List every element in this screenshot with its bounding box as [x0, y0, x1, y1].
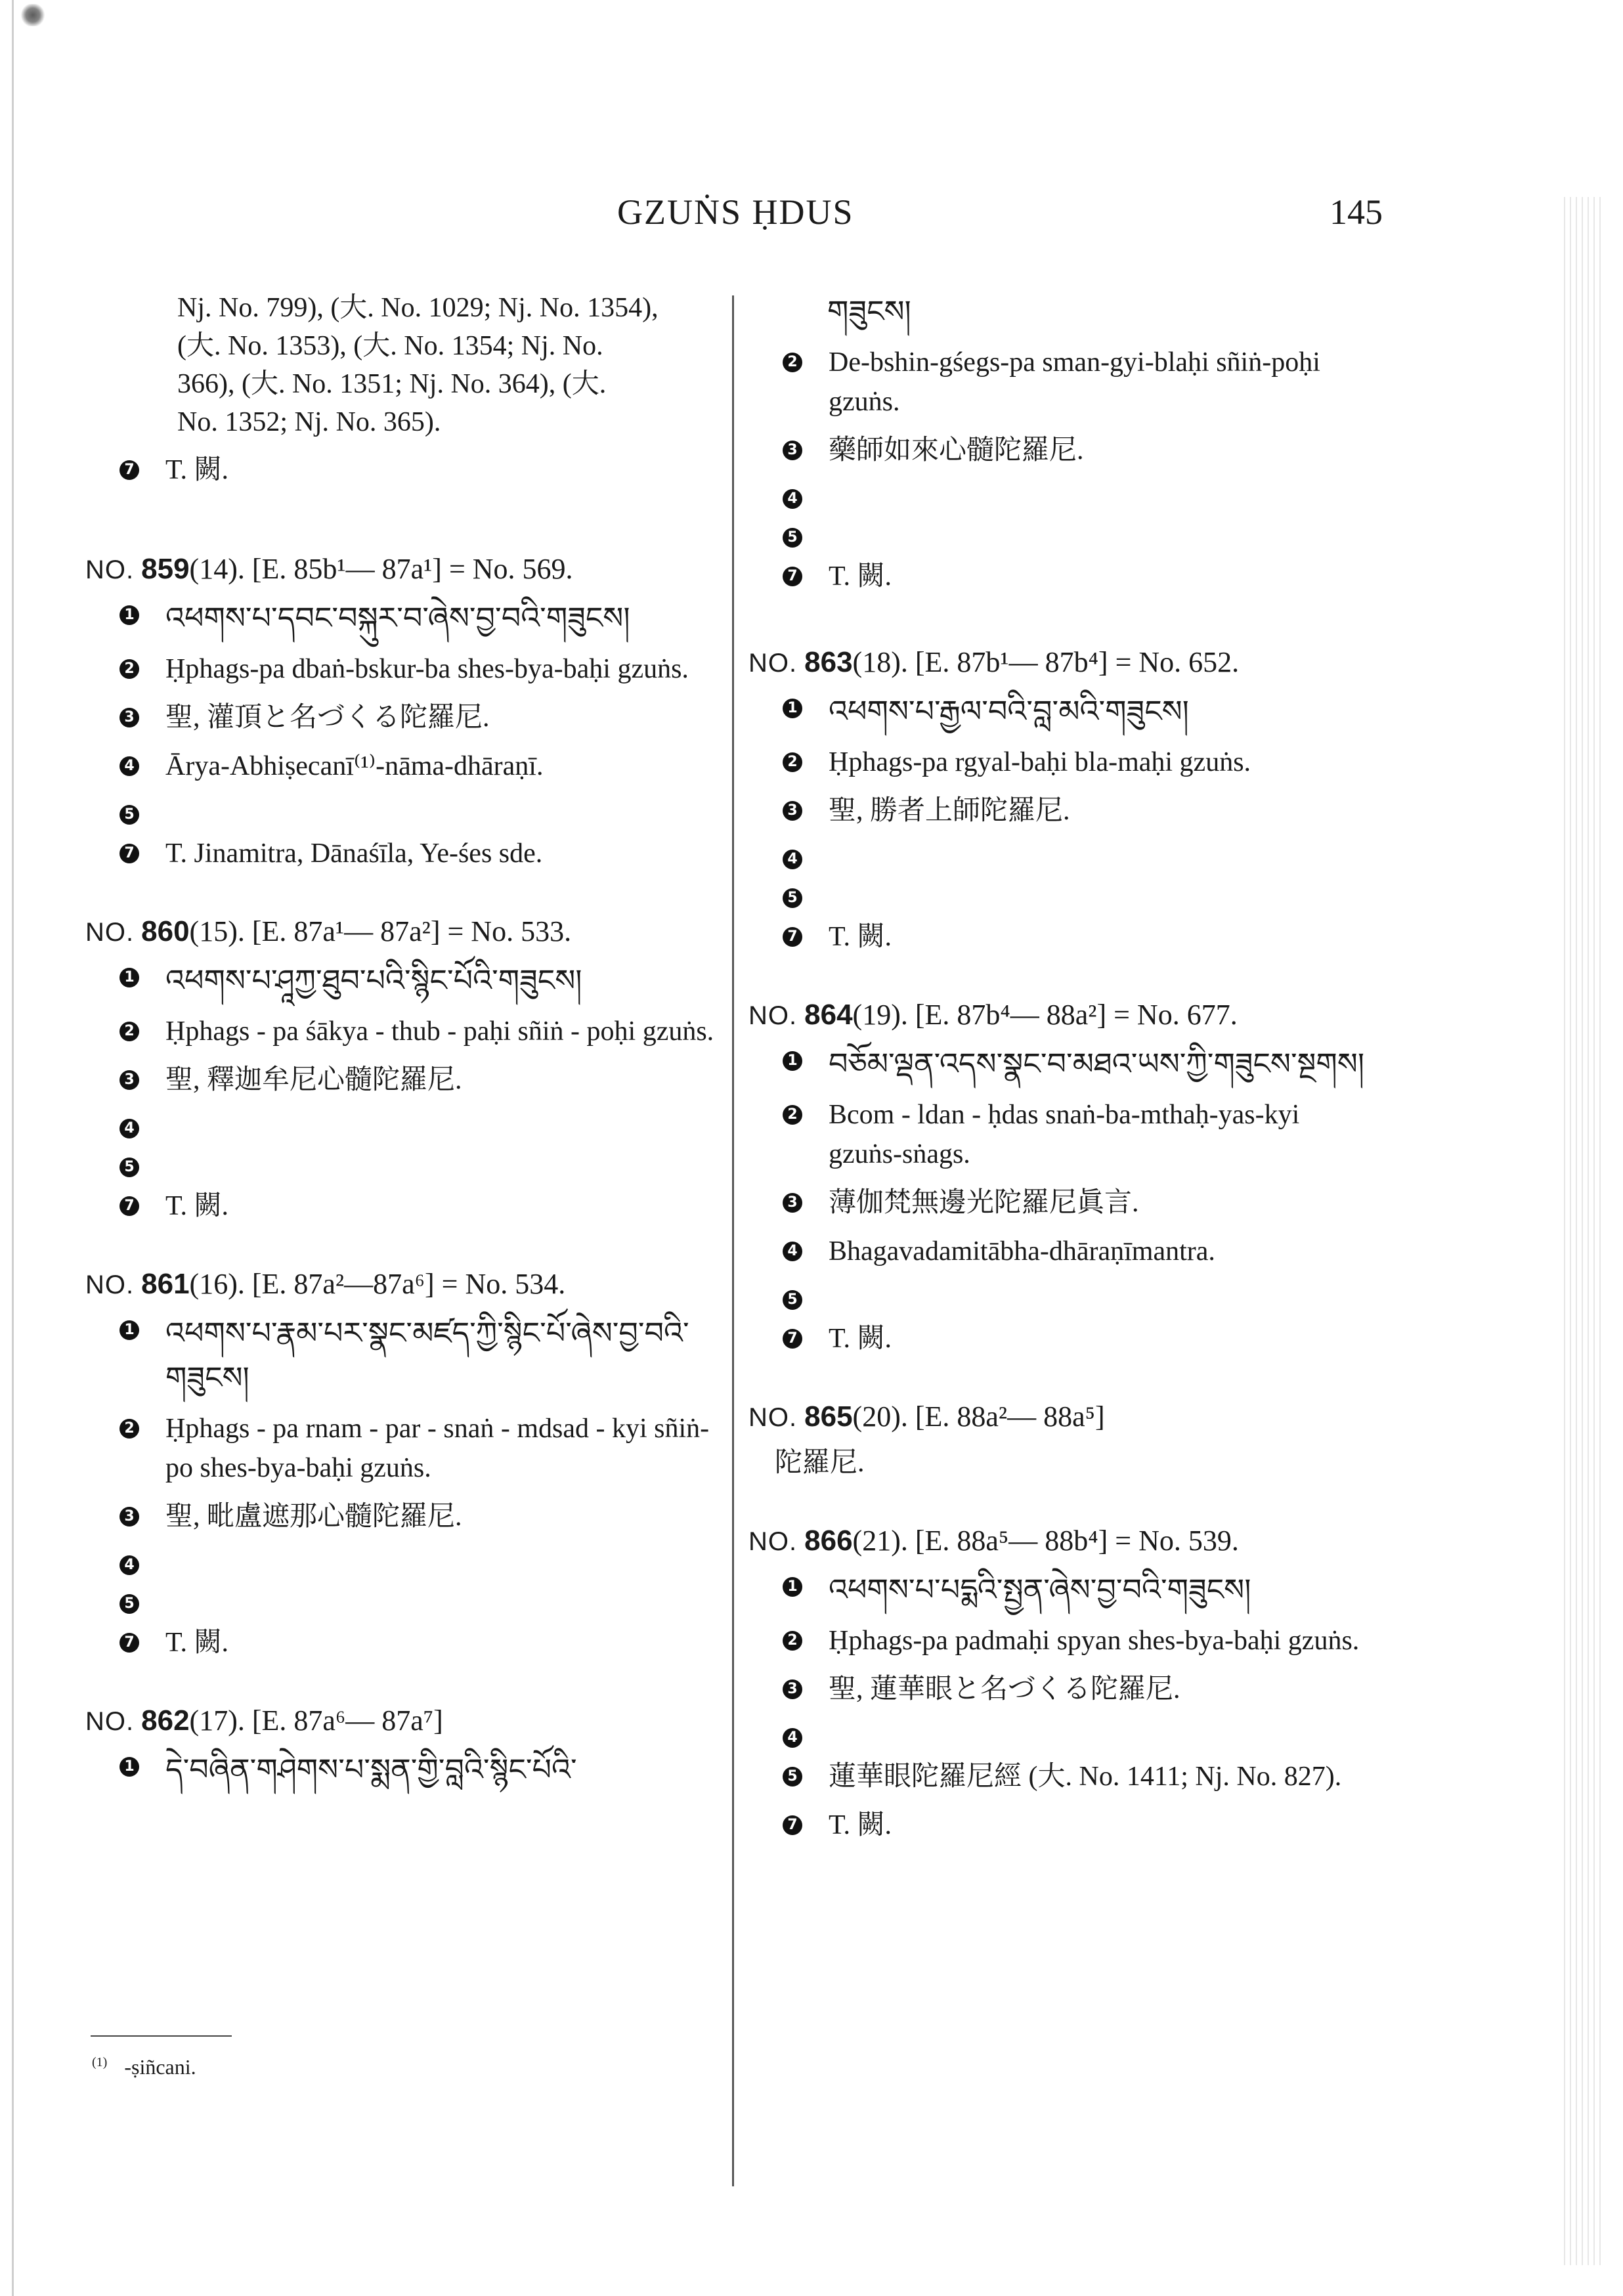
catalog-entry	[85, 1700, 722, 1792]
field-row	[85, 1409, 722, 1488]
entry-heading	[85, 1264, 722, 1305]
field-row	[85, 747, 722, 786]
field-row	[748, 1280, 1379, 1310]
tibetan-title: འཕགས་པ་དབང་བསྐུར་བ་ཞེས་བྱ་བའི་གཟུངས།	[165, 600, 630, 636]
field-number-marker: 2	[783, 1105, 802, 1125]
catalog-entry	[748, 995, 1379, 1358]
field-row	[85, 1186, 722, 1226]
field-number-marker: 2	[783, 752, 802, 772]
field-value: 聖, 釋迦牟尼心髓陀羅尼.	[165, 1065, 462, 1095]
field-value: T. 闕.	[829, 1810, 892, 1840]
field-number-marker: 4	[119, 1555, 139, 1575]
field-number-marker: 2	[119, 1419, 139, 1439]
footnote-text: -ṣiñcani.	[124, 2055, 196, 2079]
entry-number: 860	[141, 915, 190, 947]
entry-reference: [E. 85b¹— 87a¹] = No. 569.	[251, 553, 573, 585]
field-row	[85, 1747, 722, 1792]
field-value: T. 闕.	[165, 1628, 229, 1658]
field-number-marker: 4	[783, 1728, 802, 1748]
entry-heading	[85, 911, 722, 953]
field-number-marker: 3	[119, 1070, 139, 1090]
field-number-marker: 2	[783, 353, 802, 372]
tibetan-title: འཕགས་པ་པདྨའི་སྤྱན་ཞེས་བྱ་བའི་གཟུངས།	[829, 1572, 1251, 1607]
field-row	[748, 431, 1379, 470]
field-value: Ḥphags-pa padmaḥi spyan shes-bya-baḥi gzuṅs.	[829, 1626, 1360, 1656]
field-row	[85, 1109, 722, 1138]
field-value: Bcom - ldan - ḥdas snaṅ-ba-mthaḥ-yas-kyi gzuṅs-sṅags.	[829, 1100, 1300, 1169]
entry-no-label: NO.	[748, 1527, 798, 1556]
field-value: 藥師如來心髓陀羅尼.	[829, 435, 1084, 466]
field-row	[748, 1806, 1379, 1845]
entry-reference: [E. 87a²—87a⁶] = No. 534.	[251, 1268, 566, 1300]
field-number-marker: 1	[119, 1757, 139, 1777]
catalog-entry	[748, 642, 1379, 957]
field-value: T. 闕.	[165, 1191, 229, 1221]
field-row	[748, 791, 1379, 831]
field-number-marker: 7	[119, 844, 139, 863]
field-number-marker: 3	[783, 1193, 802, 1213]
scan-margin-lines	[1564, 197, 1603, 2265]
field-row	[85, 1310, 722, 1400]
entry-reference: [E. 87b⁴— 88a²] = No. 677.	[915, 999, 1238, 1031]
field-value: T. Jinamitra, Dānaśīla, Ye-śes sde.	[165, 838, 543, 869]
continuation-line: 366), (大. No. 1351; Nj. No. 364), (大.	[177, 369, 607, 399]
field-row	[748, 1319, 1379, 1358]
field-value: Ḥphags-pa dbaṅ-bskur-ba shes-bya-baḥi gzuṅs.	[165, 654, 689, 684]
field-number-marker: 5	[119, 1594, 139, 1614]
tibetan-title: འཕགས་པ་ཤཱཀྱ་ཐུབ་པའི་སྙིང་པོའི་གཟུངས།	[165, 963, 582, 998]
entry-number: 866	[804, 1525, 853, 1557]
field-row	[748, 479, 1379, 509]
page-number: 145	[1330, 192, 1383, 232]
tibetan-title: འཕགས་པ་རྣམ་པར་སྣང་མཛད་ཀྱི་སྙིང་པོ་ཞེས་བྱ་བའི་གཟུངས།	[165, 1315, 689, 1395]
field-number-marker: 5	[119, 1158, 139, 1177]
field-value: T. 闕.	[829, 1324, 892, 1354]
field-row	[85, 1584, 722, 1614]
field-row	[748, 1670, 1379, 1709]
field-value: T. 闕.	[829, 561, 892, 592]
entry-number: 859	[141, 553, 190, 585]
column-divider	[732, 295, 734, 2186]
entry-no-label: NO.	[748, 1001, 798, 1030]
entry-reference: [E. 88a⁵— 88b⁴] = No. 539.	[915, 1525, 1239, 1557]
catalog-entry	[748, 1397, 1379, 1483]
field-row	[748, 1183, 1379, 1223]
field-row	[85, 1623, 722, 1662]
entry-subnumber: (14).	[189, 553, 245, 585]
field-number-marker: 5	[783, 528, 802, 548]
entry-note: 陀羅尼.	[775, 1448, 865, 1478]
field-row	[85, 1497, 722, 1536]
entry-subnumber: (17).	[189, 1704, 245, 1737]
field-row	[748, 1232, 1379, 1271]
field-row	[85, 649, 722, 689]
field-row	[748, 1718, 1379, 1748]
field-number-marker: 7	[119, 1196, 139, 1216]
running-title: GZUṄS ḤDUS	[617, 192, 854, 232]
entry-heading	[748, 1397, 1379, 1438]
continuation-block	[85, 289, 722, 490]
field-value: 聖, 灌頂と名づくる陀羅尼.	[165, 703, 490, 733]
field-value: Ḥphags-pa rgyal-baḥi bla-maḥi gzuṅs.	[829, 747, 1251, 777]
entry-number: 864	[804, 999, 853, 1031]
field-number-marker: 4	[119, 756, 139, 776]
field-value: 聖, 蓮華眼と名づくる陀羅尼.	[829, 1674, 1180, 1704]
tibetan-title: དེ་བཞིན་གཤེགས་པ་སྨན་གྱི་བླའི་སྙིང་པོའི་	[165, 1752, 577, 1787]
entry-no-label: NO.	[85, 555, 135, 584]
field-number-marker: 4	[783, 489, 802, 509]
field-number-marker: 3	[119, 708, 139, 727]
field-number-marker: 2	[783, 1631, 802, 1651]
field-number-marker: 7	[119, 1633, 139, 1653]
field-number-marker: 5	[783, 1767, 802, 1787]
entry-reference: [E. 87b¹— 87b⁴] = No. 652.	[915, 646, 1240, 678]
field-row	[85, 795, 722, 825]
field-row	[748, 743, 1379, 782]
field-value: 蓮華眼陀羅尼經 (大. No. 1411; Nj. No. 827).	[829, 1762, 1342, 1792]
footnote-rule	[91, 2035, 232, 2037]
field-number-marker: 5	[783, 1290, 802, 1310]
entry-number: 865	[804, 1400, 853, 1433]
field-number-marker: 5	[783, 888, 802, 908]
field-row	[748, 840, 1379, 869]
field-value: T. 闕.	[829, 922, 892, 952]
field-number-marker: 7	[119, 460, 139, 480]
field-value: Ḥphags - pa śākya - thub - paḥi sñiṅ - poḥi gzuṅs.	[165, 1016, 714, 1047]
field-number-marker: 1	[119, 605, 139, 625]
catalog-entry	[85, 549, 722, 873]
catalog-entry	[748, 1521, 1379, 1845]
entry-reference: [E. 87a⁶— 87a⁷]	[251, 1704, 443, 1737]
field-row	[85, 958, 722, 1003]
continuation-line: (大. No. 1353), (大. No. 1354; Nj. No.	[177, 331, 603, 361]
entry-no-label: NO.	[85, 1707, 135, 1736]
entry-no-label: NO.	[85, 1270, 135, 1299]
field-number-marker: 3	[119, 1507, 139, 1527]
field-row	[748, 1621, 1379, 1660]
continuation-line: No. 1352; Nj. No. 365).	[177, 407, 441, 437]
field-row	[85, 1060, 722, 1100]
field-row	[748, 518, 1379, 548]
entry-subnumber: (18).	[852, 646, 908, 678]
scan-edge	[12, 0, 14, 2296]
field-row	[85, 698, 722, 737]
catalog-entry	[85, 911, 722, 1226]
entry-number: 863	[804, 646, 853, 678]
tibetan-title: བཅོམ་ལྡན་འདས་སྣང་བ་མཐའ་ཡས་ཀྱི་གཟུངས་སྔགས།	[829, 1046, 1365, 1081]
field-value: 聖, 毗盧遮那心髓陀羅尼.	[165, 1502, 462, 1532]
entry-reference: [E. 88a²— 88a⁵]	[915, 1400, 1105, 1433]
field-number-marker: 1	[119, 1320, 139, 1340]
field-row	[85, 450, 722, 490]
entry-heading	[748, 995, 1379, 1036]
continuation-line: Nj. No. 799), (大. No. 1029; Nj. No. 1354),	[177, 293, 659, 323]
field-number-marker: 5	[119, 805, 139, 825]
field-value: 薄伽梵無邊光陀羅尼眞言.	[829, 1188, 1139, 1218]
entry-subnumber: (20).	[852, 1400, 908, 1433]
field-row	[85, 834, 722, 873]
field-row	[85, 1012, 722, 1051]
left-column	[85, 289, 722, 1830]
field-row	[748, 343, 1379, 422]
field-value: T. 闕.	[165, 455, 229, 485]
field-row	[748, 917, 1379, 957]
field-number-marker: 7	[783, 567, 802, 586]
field-number-marker: 1	[783, 1051, 802, 1071]
field-number-marker: 3	[783, 441, 802, 460]
entry-reference: [E. 87a¹— 87a²] = No. 533.	[251, 915, 572, 947]
field-row	[85, 596, 722, 640]
field-number-marker: 3	[783, 801, 802, 821]
field-row	[85, 1148, 722, 1177]
footnote	[92, 2055, 196, 2079]
field-row	[748, 1095, 1379, 1174]
field-row	[748, 1757, 1379, 1796]
tibetan-title: འཕགས་པ་རྒྱལ་བའི་བླ་མའི་གཟུངས།	[829, 693, 1189, 729]
entry-heading	[748, 642, 1379, 683]
catalog-entry	[85, 1264, 722, 1662]
continuation-block	[748, 289, 1379, 596]
field-value: Bhagavadamitābha-dhāraṇīmantra.	[829, 1236, 1215, 1267]
field-value: Ārya-Abhiṣecanī⁽¹⁾-nāma-dhāraṇī.	[165, 751, 544, 781]
field-row	[748, 878, 1379, 908]
entry-number: 861	[141, 1268, 190, 1300]
field-number-marker: 4	[783, 1242, 802, 1261]
entry-subnumber: (21).	[852, 1525, 908, 1557]
field-value: Ḥphags - pa rnam - par - snaṅ - mdsad - kyi sñiṅ-po shes-bya-baḥi gzuṅs.	[165, 1414, 710, 1483]
footnote-marker: (1)	[92, 2055, 108, 2070]
entry-subnumber: (16).	[189, 1268, 245, 1300]
field-number-marker: 4	[783, 850, 802, 869]
field-number-marker: 1	[119, 968, 139, 987]
field-row	[748, 1041, 1379, 1086]
field-number-marker: 2	[119, 659, 139, 679]
entry-no-label: NO.	[85, 918, 135, 947]
field-row	[748, 689, 1379, 733]
entry-subnumber: (19).	[852, 999, 908, 1031]
field-value: 聖, 勝者上師陀羅尼.	[829, 796, 1070, 826]
right-column	[748, 289, 1379, 1883]
scan-mark	[20, 4, 46, 26]
entry-heading	[85, 1700, 722, 1742]
field-row	[748, 557, 1379, 596]
field-number-marker: 2	[119, 1022, 139, 1041]
entry-heading	[748, 1521, 1379, 1562]
entry-no-label: NO.	[748, 1403, 798, 1432]
entry-subnumber: (15).	[189, 915, 245, 947]
field-number-marker: 7	[783, 1329, 802, 1349]
entry-number: 862	[141, 1704, 190, 1737]
entry-list	[85, 549, 722, 1792]
entry-list	[748, 642, 1379, 1845]
field-number-marker: 3	[783, 1679, 802, 1699]
field-row	[748, 1567, 1379, 1612]
field-value: De-bshin-gśegs-pa sman-gyi-blaḥi sñiṅ-poḥi gzuṅs.	[829, 347, 1320, 417]
field-number-marker: 1	[783, 1577, 802, 1597]
field-number-marker: 4	[119, 1119, 139, 1138]
field-number-marker: 7	[783, 927, 802, 947]
field-number-marker: 1	[783, 699, 802, 718]
entry-no-label: NO.	[748, 649, 798, 678]
field-row	[85, 1546, 722, 1575]
tibetan-continuation: གཟུངས།	[827, 293, 911, 329]
entry-heading	[85, 549, 722, 590]
field-list	[748, 343, 1379, 596]
field-number-marker: 7	[783, 1815, 802, 1835]
